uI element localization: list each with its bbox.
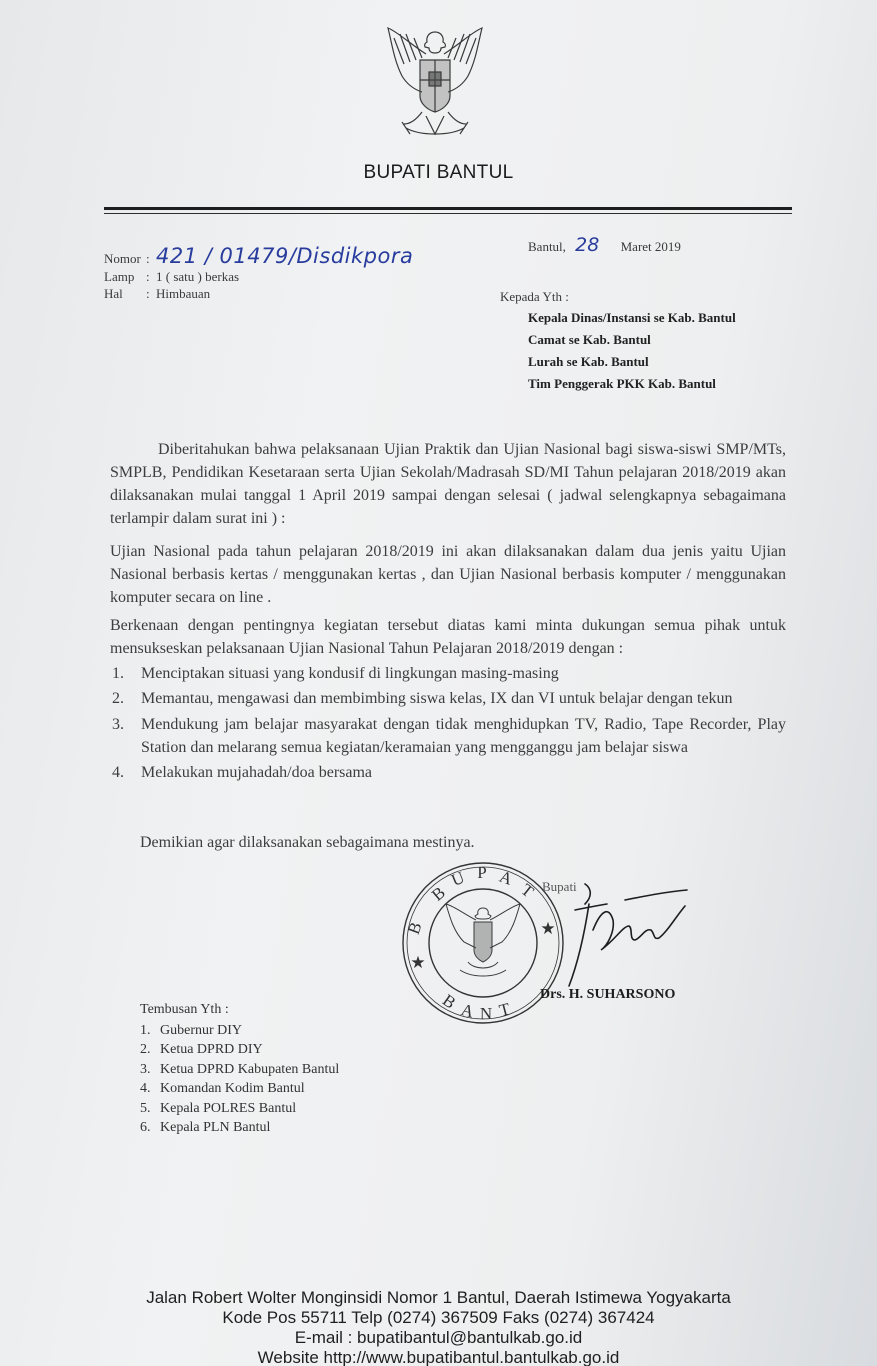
list-number: 4.	[112, 764, 124, 781]
carbon-copy-block	[140, 1000, 339, 1138]
list-number: 2.	[140, 1042, 151, 1057]
list-item	[140, 1079, 339, 1099]
colon: :	[146, 286, 150, 301]
body-paragraph-3: Berkenaan dengan pentingnya kegiatan tersebut diatas kami minta dukungan semua pihak untuk mensukseskan pelaksanaan Ujian Nasional Tahun Pelajaran 2018/2019 dengan :	[110, 617, 786, 657]
svg-text:P: P	[477, 863, 487, 882]
recipients-list	[528, 307, 736, 395]
hal-value: Himbauan	[156, 286, 211, 301]
list-item	[110, 687, 786, 710]
list-item	[110, 713, 786, 759]
request-list	[110, 662, 786, 784]
list-number: 1.	[112, 665, 124, 682]
lamp-row	[104, 269, 239, 285]
svg-text:N: N	[479, 1004, 493, 1023]
letterhead-title: BUPATI BANTUL	[363, 162, 514, 183]
footer-phone: Kode Pos 55711 Telp (0274) 367509 Faks (0274) 367424	[222, 1308, 655, 1327]
list-text: Komandan Kodim Bantul	[160, 1081, 305, 1096]
date-day: 28	[575, 234, 600, 256]
recipient-item: Kepala Dinas/Instansi se Kab. Bantul	[528, 310, 736, 325]
list-number: 4.	[140, 1081, 151, 1096]
svg-text:A: A	[496, 866, 515, 889]
svg-text:★: ★	[540, 919, 556, 938]
hal-label: Hal	[104, 286, 123, 301]
list-item	[140, 1040, 339, 1060]
list-item	[110, 662, 786, 685]
list-text: Kepala PLN Bantul	[160, 1120, 271, 1135]
list-text: Gubernur DIY	[160, 1022, 243, 1038]
handwritten-signature	[555, 870, 695, 990]
letterhead-rule-thin	[104, 213, 792, 214]
colon: :	[146, 251, 150, 266]
list-number: 5.	[140, 1100, 151, 1116]
carbon-copy-label: Tembusan Yth :	[140, 1002, 229, 1017]
lamp-label: Lamp	[104, 269, 135, 284]
recipient-item: Lurah se Kab. Bantul	[528, 354, 649, 369]
recipient-item: Camat se Kab. Bantul	[528, 332, 651, 347]
list-text: Mendukung jam belajar masyarakat dengan tidak menghidupkan TV, Radio, Tape Recorder, Play Station dan melarang semua kegiatan/keramaian yang mengganggu jam belajar siswa	[141, 716, 786, 756]
footer-address: Jalan Robert Wolter Monginsidi Nomor 1 Bantul, Daerah Istimewa Yogyakarta	[146, 1288, 731, 1307]
list-item	[140, 1118, 339, 1138]
recipient-item: Tim Penggerak PKK Kab. Bantul	[528, 376, 716, 391]
lamp-value: 1 ( satu ) berkas	[156, 269, 240, 284]
list-number: 3.	[140, 1061, 151, 1077]
svg-text:T: T	[497, 999, 513, 1021]
nomor-label: Nomor	[104, 251, 141, 266]
list-number: 1.	[140, 1022, 151, 1038]
colon: :	[146, 269, 150, 284]
garuda-emblem-icon	[380, 24, 490, 142]
list-item	[140, 1099, 339, 1119]
list-text: Melakukan mujahadah/doa bersama	[141, 764, 373, 781]
body-paragraph-2: Ujian Nasional pada tahun pelajaran 2018/2019 ini akan dilaksanakan dalam dua jenis yaitu Ujian Nasional berbasis kertas / menggunakan kertas , dan Ujian Nasional berbasis komputer / menggunakan komputer secara on line .	[110, 543, 786, 606]
list-text: Memantau, mengawasi dan membimbing siswa kelas, IX dan VI untuk belajar dengan tekun	[141, 690, 733, 707]
list-item	[140, 1021, 339, 1041]
svg-text:★: ★	[410, 953, 426, 972]
svg-text:B: B	[439, 990, 460, 1013]
list-number: 3.	[112, 716, 124, 733]
footer-website: Website http://www.bupatibantul.bantulkab.go.id	[257, 1348, 620, 1366]
svg-text:U: U	[448, 867, 468, 891]
signatory-name: Drs. H. SUHARSONO	[540, 987, 676, 1002]
signatory-title: Bupati	[542, 879, 577, 894]
body-paragraph-1: Diberitahukan bahwa pelaksanaan Ujian Praktik dan Ujian Nasional bagi siswa-siswi SMP/MTs, SMPLB, Pendidikan Kesetaraan serta Ujian Sekolah/Madrasah SD/MI Tahun pelajaran 2018/2019 akan dilaksanakan mulai tanggal 1 April 2019 sampai dengan selesai ( jadwal selengkapnya sebagaimana terlampir dalam surat ini ) :	[110, 441, 786, 527]
list-item	[110, 761, 786, 784]
svg-text:A: A	[459, 999, 476, 1022]
recipients-label: Kepada Yth :	[500, 289, 569, 304]
list-text: Ketua DPRD DIY	[160, 1042, 263, 1057]
list-number: 6.	[140, 1120, 151, 1135]
list-number: 2.	[112, 690, 124, 707]
svg-text:B: B	[403, 919, 426, 937]
list-text: Ketua DPRD Kabupaten Bantul	[160, 1061, 340, 1077]
letterhead-footer	[0, 1288, 877, 1366]
date-place: Bantul,	[528, 239, 566, 254]
letterhead-rule-thick	[104, 207, 792, 210]
footer-email: E-mail : bupatibantul@bantulkab.go.id	[294, 1328, 583, 1347]
list-text: Kepala POLRES Bantul	[160, 1100, 297, 1116]
date-month-year: Maret 2019	[620, 239, 681, 254]
closing-sentence: Demikian agar dilaksanakan sebagaimana mestinya.	[140, 834, 475, 851]
date-line	[528, 234, 681, 256]
list-item	[140, 1060, 339, 1080]
nomor-value: 421 / 01479/Disdikpora	[156, 244, 414, 268]
list-text: Menciptakan situasi yang kondusif di lingkungan masing-masing	[141, 665, 559, 682]
nomor-row	[104, 244, 413, 268]
hal-row	[104, 286, 210, 302]
svg-text:T: T	[517, 879, 538, 902]
svg-text:B: B	[428, 882, 449, 905]
